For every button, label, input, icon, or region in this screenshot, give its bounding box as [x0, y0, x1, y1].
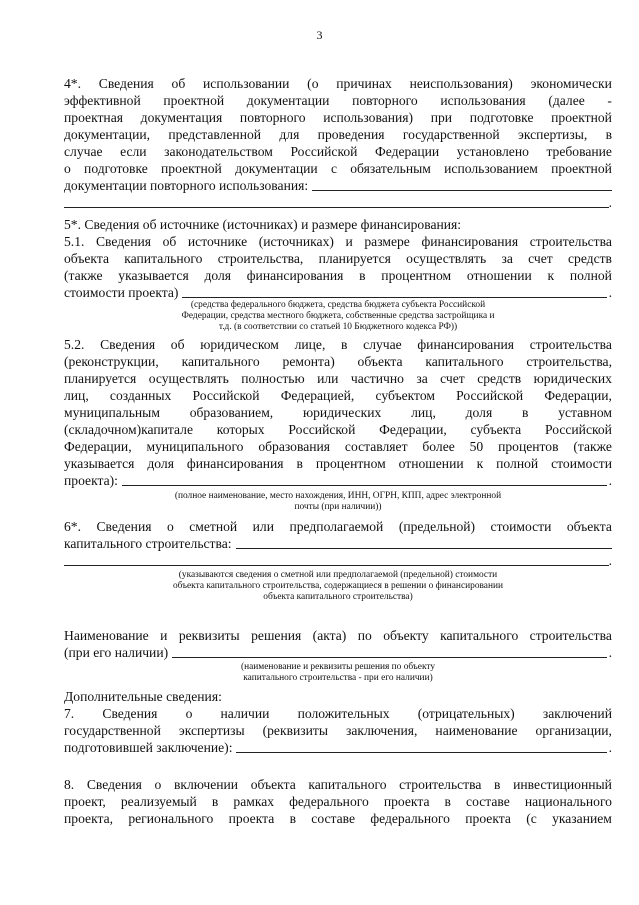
word: проекта,	[64, 811, 114, 826]
p51-last-text: стоимости проекта)	[64, 285, 179, 300]
word: (складочном)капитале	[64, 422, 194, 437]
word: к	[476, 456, 484, 471]
funding-source-field[interactable]	[182, 284, 606, 298]
word: причинах	[336, 76, 392, 91]
word: при	[430, 110, 453, 125]
word: требование	[546, 144, 612, 159]
word: стоимости	[490, 519, 552, 534]
word: строительства	[529, 337, 612, 352]
word: Сведения	[86, 777, 142, 792]
word: документации	[235, 161, 318, 176]
word: строительства	[529, 234, 612, 249]
word: лиц,	[411, 405, 436, 420]
word: обязательным	[350, 161, 431, 176]
word: федерального	[370, 811, 450, 826]
word: установлено	[456, 144, 529, 159]
text-line	[64, 126, 612, 143]
note-line: (средства федерального бюджета, средства бюджета субъекта Российской	[190, 300, 486, 310]
additional-section	[64, 688, 612, 756]
word: (отрицательных)	[417, 706, 515, 721]
text-line	[64, 353, 612, 370]
word: документация	[140, 110, 223, 125]
word: 7.	[64, 706, 75, 721]
word: Российской	[544, 422, 612, 437]
word: финансирования	[246, 268, 344, 283]
word: повторного	[352, 93, 418, 108]
word: которых	[216, 422, 265, 437]
text-line	[64, 387, 612, 404]
word: реквизиты	[178, 628, 240, 643]
word: ремонта)	[282, 354, 335, 369]
word: 6*.	[64, 519, 81, 534]
word: за	[501, 251, 513, 266]
word: или	[252, 519, 274, 534]
word: образованием,	[189, 405, 274, 420]
text-line	[64, 336, 612, 353]
word: размере	[364, 234, 410, 249]
word: частично	[350, 371, 404, 386]
word: к	[547, 268, 555, 283]
section-5	[64, 216, 612, 301]
word: о	[64, 161, 71, 176]
word: проекта	[383, 794, 430, 809]
word: стоимости	[551, 456, 612, 471]
word: в	[289, 811, 296, 826]
note-line: т.д. (в соответствии со статьей 10 Бюджетного кодекса РФ))	[218, 322, 458, 332]
additional-heading: Дополнительные сведения:	[64, 689, 222, 704]
word: экспертизы	[178, 723, 245, 738]
text-line	[64, 455, 612, 472]
note-line: Федерации, средства местного бюджета, собственные средства застройщика и	[181, 311, 495, 321]
text-line	[64, 143, 612, 160]
text-line	[64, 233, 612, 250]
section-4-last-text: документации повторного использования:	[64, 178, 309, 193]
reuse-info-field[interactable]	[312, 177, 612, 191]
word: муниципальным	[64, 405, 160, 420]
word: в	[444, 794, 451, 809]
word: наименование	[435, 723, 518, 738]
estimated-cost-field[interactable]	[236, 535, 612, 549]
word: юридических	[302, 405, 382, 420]
word: подготовке	[84, 161, 148, 176]
word: планируется	[64, 371, 137, 386]
word: случае	[363, 337, 402, 352]
word: решения	[251, 628, 302, 643]
word: сметной	[189, 519, 238, 534]
word: проектной	[161, 161, 222, 176]
text-line	[64, 472, 612, 489]
word: строительства	[399, 777, 482, 792]
word: в	[521, 405, 529, 420]
word: -	[607, 93, 612, 108]
word: объекту	[383, 628, 429, 643]
word: регионального	[128, 811, 214, 826]
word: с	[330, 161, 337, 176]
word: документации,	[64, 127, 151, 142]
word: о	[166, 519, 174, 534]
word: объекта	[357, 354, 403, 369]
word: указывается	[118, 268, 189, 283]
word: 5.2.	[64, 337, 85, 352]
note-line: (наименование и реквизиты решения по объекту	[240, 662, 436, 672]
word: Федерации,	[379, 422, 447, 437]
word: проектной	[551, 110, 612, 125]
word: и	[345, 234, 353, 249]
word: федерального	[289, 794, 369, 809]
extra-line3-text: подготовившей заключение):	[64, 740, 233, 755]
word: Федерации,	[544, 388, 612, 403]
word: проектная	[64, 110, 123, 125]
text-line	[64, 518, 612, 535]
word: доля	[465, 405, 493, 420]
word: 50	[469, 439, 484, 454]
word: Сведения	[100, 337, 156, 352]
text-line	[64, 535, 612, 552]
extra-end: .	[608, 740, 612, 755]
word: муниципального	[146, 439, 244, 454]
word: использования)	[323, 110, 414, 125]
word: полностью	[241, 371, 305, 386]
word: эффективной	[64, 93, 141, 108]
note-line: капитального строительства - при его наличии)	[243, 673, 433, 683]
word: представленной	[168, 127, 262, 142]
word: Сведения	[102, 706, 158, 721]
word: или	[317, 371, 339, 386]
decision-field[interactable]	[172, 644, 606, 658]
note-legal-entity	[64, 491, 612, 513]
word: Российской	[192, 388, 260, 403]
note-line: объекта капитального строительства)	[263, 592, 413, 602]
word: объекта	[250, 777, 296, 792]
word: процентов	[498, 439, 559, 454]
p51-end: .	[608, 285, 612, 300]
word: уставном	[558, 405, 612, 420]
word: по	[357, 628, 372, 643]
word: в	[605, 127, 612, 142]
word: Российской	[290, 144, 358, 159]
word: в	[494, 777, 501, 792]
word: документации	[246, 93, 330, 108]
section-6	[64, 518, 612, 569]
word: Сведения	[96, 519, 152, 534]
word: составляет	[344, 439, 408, 454]
word: использованием	[444, 161, 538, 176]
word: подготовке	[469, 110, 534, 125]
word: о	[154, 777, 162, 792]
text-line	[64, 250, 612, 267]
decision-section	[64, 627, 612, 661]
word: 5.1.	[64, 234, 85, 249]
word: положительных	[297, 706, 390, 721]
section-4-end: .	[608, 195, 612, 210]
reuse-info-field-continued[interactable]	[64, 194, 609, 208]
note-line: почты (при наличии))	[294, 502, 382, 512]
word: лице,	[294, 337, 326, 352]
word: средств	[567, 251, 612, 266]
text-line	[64, 793, 612, 810]
note-line: объекта капитального строительства, содержащиеся в решении о финансировании	[172, 581, 504, 591]
word: строительства,	[217, 251, 304, 266]
word: полной	[496, 456, 539, 471]
estimated-cost-field-continued[interactable]	[64, 552, 609, 566]
word: проектной	[551, 161, 612, 176]
word: (также	[573, 439, 612, 454]
word: предполагаемой	[289, 519, 384, 534]
text-line	[64, 438, 612, 455]
word: в	[211, 794, 219, 809]
word: об	[162, 234, 177, 249]
word: (с	[526, 811, 537, 826]
word: повторного	[239, 110, 306, 125]
decision-line2-text: (при его наличии)	[64, 645, 169, 660]
word: для	[279, 127, 300, 142]
word: строительства,	[526, 354, 612, 369]
word: лиц,	[64, 388, 89, 403]
word: счет	[440, 371, 465, 386]
word: Сведения	[98, 76, 154, 91]
word: 8.	[64, 777, 75, 792]
word: экспертизы,	[518, 127, 588, 142]
word: Сведения	[95, 234, 151, 249]
word: средств	[477, 371, 522, 386]
text-line	[64, 404, 612, 421]
text-line	[64, 627, 612, 644]
word: источнике	[187, 234, 248, 249]
word: (реквизиты	[262, 723, 328, 738]
text-line	[64, 109, 612, 126]
word: субъекта	[470, 422, 522, 437]
text-line	[64, 810, 612, 827]
word: Российской	[456, 388, 524, 403]
text-line	[64, 370, 612, 387]
word: капитального	[181, 354, 260, 369]
word: (акта)	[312, 628, 347, 643]
word: финансирования	[421, 234, 519, 249]
word: составе	[466, 794, 510, 809]
word: если	[120, 144, 147, 159]
word: наличии	[220, 706, 270, 721]
word: финансирования	[186, 456, 284, 471]
text-line	[64, 552, 612, 569]
word: счет	[528, 251, 553, 266]
word: более	[422, 439, 455, 454]
word: за	[416, 371, 428, 386]
page-number: 3	[316, 28, 323, 42]
word: проведения	[317, 127, 385, 142]
note-line: (полное наименование, место нахождения, ИНН, ОГРН, КПП, адрес электронной	[174, 491, 502, 501]
word: экономически	[530, 76, 612, 91]
word: законодательством	[164, 144, 273, 159]
word: указанием	[552, 811, 612, 826]
legal-entity-field[interactable]	[122, 472, 607, 486]
word: проекта	[465, 811, 511, 826]
word: организации,	[535, 723, 612, 738]
word: объекта	[566, 519, 612, 534]
decision-end: .	[608, 645, 612, 660]
text-line	[64, 776, 612, 793]
text-line	[64, 739, 612, 756]
word: осуществлять	[406, 251, 487, 266]
text-line	[64, 194, 612, 211]
word: проекта	[228, 811, 275, 826]
word: планируется	[318, 251, 391, 266]
word: случае	[64, 144, 103, 159]
word: (о	[307, 76, 319, 91]
word: заключений	[542, 706, 612, 721]
word: государственной	[64, 723, 161, 738]
word: (предельной)	[398, 519, 476, 534]
section-5-2	[64, 336, 612, 489]
text-line	[64, 705, 612, 722]
word: Федерации	[374, 144, 440, 159]
s6-end: .	[608, 553, 612, 568]
word: юридических	[533, 371, 612, 386]
word: капитального	[440, 628, 519, 643]
word: процентном	[315, 456, 386, 471]
word: Российской	[288, 422, 356, 437]
word: созданных	[109, 388, 172, 403]
word: объекта	[64, 251, 110, 266]
word: заключения,	[345, 723, 418, 738]
word: юридическом	[200, 337, 279, 352]
word: (также	[64, 268, 103, 283]
text-line	[64, 92, 612, 109]
word: (источниках)	[258, 234, 334, 249]
expertise-conclusion-field[interactable]	[236, 739, 606, 753]
text-line	[64, 722, 612, 739]
word: финансирования	[417, 337, 515, 352]
section-5-heading: 5*. Сведения об источнике (источниках) и размере финансирования:	[64, 217, 462, 232]
word: отношении	[466, 268, 532, 283]
word: капитального	[124, 251, 203, 266]
word: капитального	[425, 354, 504, 369]
word: об	[170, 337, 185, 352]
section-4	[64, 75, 612, 211]
word: указывается	[64, 456, 135, 471]
word: государственной	[402, 127, 500, 142]
note-funding-source	[64, 300, 612, 333]
word: использования	[440, 93, 526, 108]
word: доля	[204, 268, 232, 283]
word: национального	[524, 794, 612, 809]
word: в	[341, 337, 348, 352]
word: строительства	[529, 628, 612, 643]
word: включении	[173, 777, 239, 792]
text-line	[64, 160, 612, 177]
s6-line2-text: капитального строительства:	[64, 536, 232, 551]
word: использовании	[203, 76, 290, 91]
text-line	[64, 644, 612, 661]
word: реализуемый	[120, 794, 197, 809]
word: в	[296, 456, 303, 471]
word: (реконструкции,	[64, 354, 159, 369]
p52-last-text: проекта):	[64, 473, 118, 488]
word: доля	[147, 456, 174, 471]
text-line	[64, 421, 612, 438]
word: осуществлять	[148, 371, 229, 386]
text-line	[64, 284, 612, 301]
word: Федерацией,	[280, 388, 355, 403]
word: проектной	[163, 93, 225, 108]
word: 4*.	[64, 76, 81, 91]
word: инвестиционный	[513, 777, 612, 792]
word: об	[171, 76, 186, 91]
word: составе	[311, 811, 356, 826]
text-line	[64, 267, 612, 284]
note-estimated-cost	[64, 570, 612, 603]
word: процентном	[381, 268, 452, 283]
word: субъектом	[375, 388, 435, 403]
word: полной	[569, 268, 612, 283]
word: капитального	[308, 777, 387, 792]
text-line	[64, 75, 612, 92]
word: образования	[258, 439, 331, 454]
note-decision	[64, 662, 612, 684]
p52-end: .	[608, 473, 612, 488]
word: о	[185, 706, 193, 721]
word: неиспользования)	[409, 76, 513, 91]
word: Наименование	[64, 628, 149, 643]
text-line	[64, 177, 612, 194]
word: (далее	[548, 93, 585, 108]
word: рамках	[233, 794, 275, 809]
word: и	[160, 628, 168, 643]
word: Федерации,	[64, 439, 132, 454]
word: отношении	[398, 456, 464, 471]
section-8	[64, 776, 612, 827]
note-line: (указываются сведения о сметной или предполагаемой (предельной) стоимости	[178, 570, 498, 580]
word: проект,	[64, 794, 106, 809]
word: в	[359, 268, 366, 283]
